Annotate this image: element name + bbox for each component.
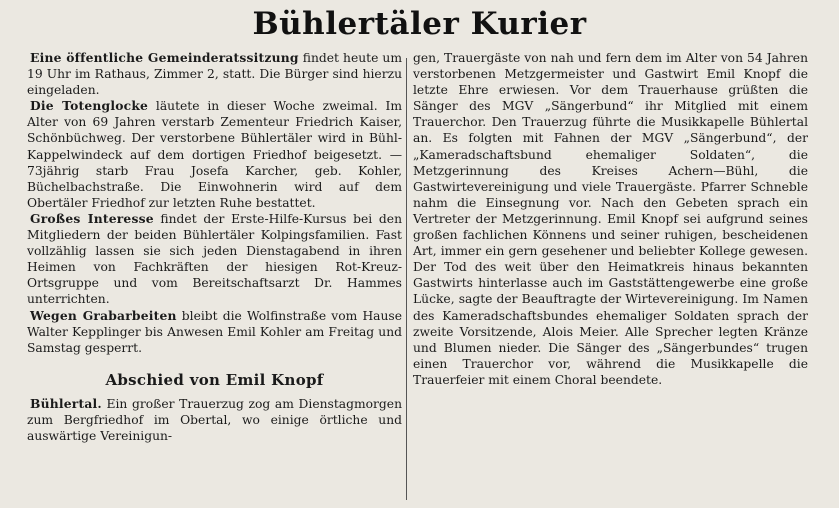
text-road-closure: bleibt die Wolfinstraße vom Hause Walter Kepplinger bis Anwesen Emil Kohler am Freitag und Samstag gesperrt. bbox=[27, 308, 403, 355]
lead-first-aid: Großes Interesse bbox=[30, 210, 154, 226]
obituary-heading: Abschied von Emil Knopf bbox=[105, 370, 324, 389]
lead-council-meeting: Eine öffentliche Gemeinderatssitzung bbox=[30, 50, 299, 65]
article-road-closure bbox=[27, 308, 402, 356]
text-first-aid: findet der Erste-Hilfe-Kursus bei den Mitgliedern der beiden Bühlertäler Kolpingsfamilien. Fast vollzählig lassen sie sich jeden Dienstagabend in ihren Heimen von Fachkräften der hiesigen Rot-Kreuz-Ortsgruppe und vom Bereitschaftsarzt Dr. Hammes unterrichten. bbox=[27, 211, 402, 307]
article-obituary-continued: gen, Trauergäste von nah und fern dem im Alter von 54 Jahren verstorbenen Metzgermeister und Gastwirt Emil Knopf die letzte Ehre erwiesen. Vor dem Trauerhause grüßten die Sänger des MGV „Sängerbund“ ihr Mitglied mit einem Trauerchor. Den Trauerzug führte die Musikkapelle Bühlertal an. Es folgten mit Fahnen der MGV „Sängerbund“, der „Kameradschaftsbund ehemaliger Soldaten“, die Metzgerinnung des Kreises Achern—Bühl, die Gastwirtevereinigung und viele Trauergäste. Pfarrer Schneble nahm die Einsegnung vor. Nach den Gebeten sprach ein Vertreter der Metzgerinnung. Emil Knopf sei aufgrund seines großen fachlichen Könnens und seiner ruhigen, bescheidenen Art, immer ein gern gesehener und beliebter Kollege gewesen. Der Tod des weit über den Heimatkreis hinaus bekannten Gastwirts hinterlasse auch im Gaststättengewerbe eine große Lücke, sagte der Beauftragte der Wirtevereinigung. Im Namen des Kameradschaftsbundes ehemaliger Soldaten sprach der zweite Vorsitzende, Alois Meier. Alle Sprecher legten Kränze und Blumen nieder. Die Sänger des „Sängerbundes“ trugen einen Trauerchor vor, während die Musikkapelle die Trauerfeier mit einem Choral beendete. bbox=[413, 51, 808, 387]
right-column bbox=[413, 50, 808, 388]
article-obituary-start bbox=[27, 396, 402, 444]
lead-road-closure: Wegen Grabarbeiten bbox=[30, 307, 177, 323]
article-death-bell bbox=[27, 98, 402, 211]
masthead-title: Bühlertäler Kurier bbox=[252, 6, 587, 42]
lead-death-bell: Die Totenglocke bbox=[30, 98, 149, 114]
text-death-bell: läutete in dieser Woche zweimal. Im Alter von 69 Jahren verstarb Zementeur Friedrich Kaiser, Schönbüchweg. Der verstorbene Bühlertäler wird in Bühl-Kappelwindeck auf dem dortigen Friedhof beigesetzt. — 73jährig starb Frau Josefa Karcher, geb. Kohler, Büchelbachstraße. Die Einwohnerin wird auf dem Obertäler Friedhof zur letzten Ruhe bestattet. bbox=[27, 99, 402, 210]
lead-obituary: Bühlertal. bbox=[30, 395, 102, 411]
article-first-aid bbox=[27, 211, 402, 308]
left-column bbox=[27, 50, 402, 444]
column-divider bbox=[406, 58, 407, 500]
text-obituary-start: Ein großer Trauerzug zog am Dienstagmorgen zum Bergfriedhof im Obertal, wo einige örtliche und auswärtige Vereinigun- bbox=[27, 396, 402, 444]
article-council-meeting bbox=[27, 50, 402, 98]
text-council-meeting: findet heute um 19 Uhr im Rathaus, Zimmer 2, statt. Die Bürger sind hierzu eingeladen. bbox=[27, 51, 403, 98]
